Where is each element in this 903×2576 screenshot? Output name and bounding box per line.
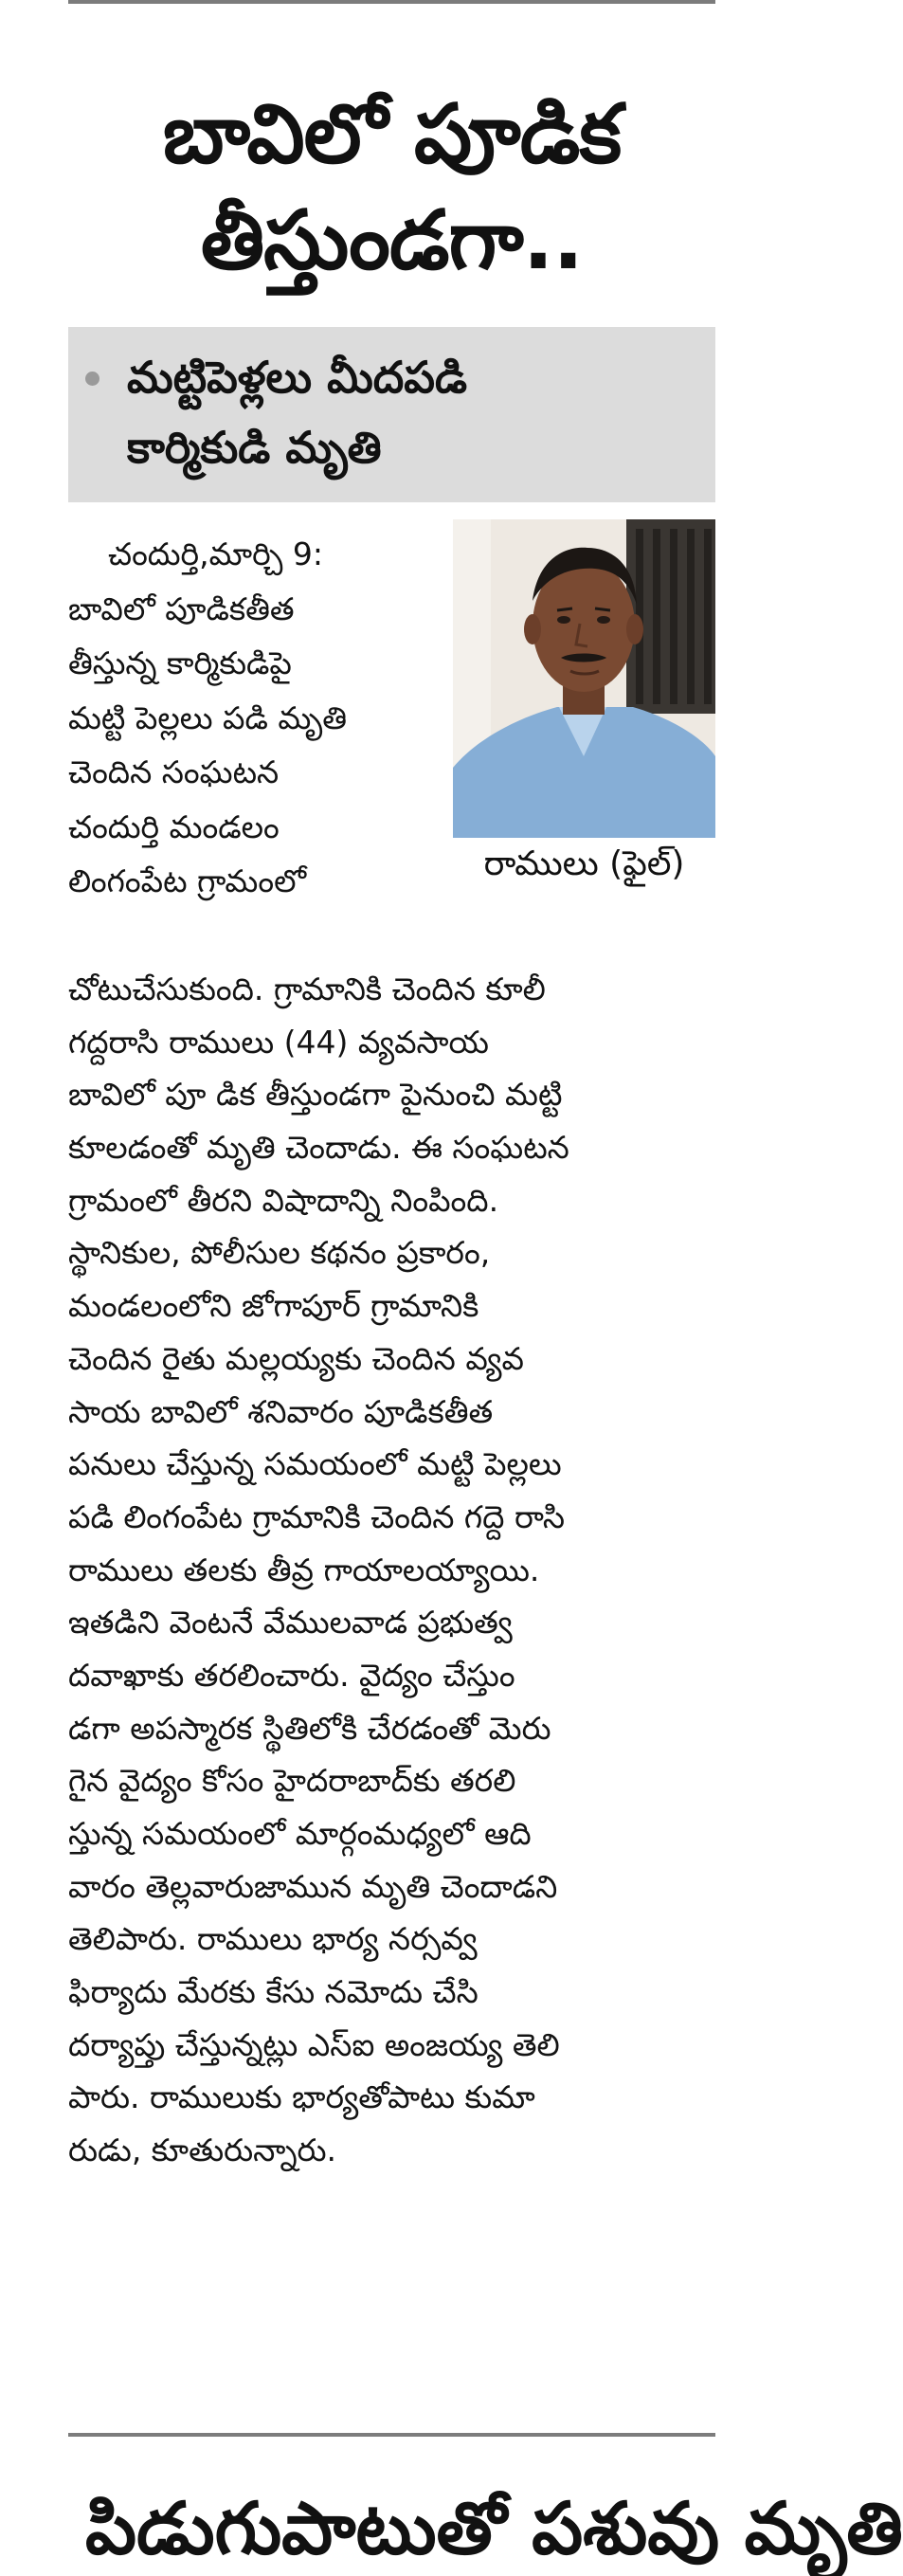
article-headline [68,82,715,294]
person-photo [453,519,715,838]
article-line: రాములు తలకు తీవ్ర గాయాలయ్యాయి. [68,1551,540,1588]
top-divider [68,0,715,4]
dateline: చందుర్తి,మార్చి 9: [108,535,324,572]
article-line: గైన వైద్యం కోసం హైదరాబాద్‌కు తరలి [68,1762,516,1800]
subheadline [127,342,467,482]
subheadline-line-1: మట్టిపెళ్లలు మీదపడి [127,352,467,403]
article-body-narrow-column [68,527,443,909]
article-line: రుడు, కూతురున్నారు. [68,2132,336,2169]
article-line: కూలడంతో మృతి చెందాడు. ఈ సంఘటన [68,1129,569,1167]
article-line: బావిలో పూ డిక తీస్తుండగా పైనుంచి మట్టి [68,1076,563,1114]
article-line: దవాఖాకు తరలించారు. వైద్యం చేస్తుం [68,1656,515,1694]
subheadline-box [68,327,715,502]
headline-line-2: తీస్తుండగా.. [200,193,584,288]
article-line: తీస్తున్న కార్మికుడిపై [68,644,292,681]
article-line: చెందిన రైతు మల్లయ్యకు చెందిన వ్యవ [68,1339,524,1377]
article-line: వారం తెల్లవారుజామున మృతి చెందాడని [68,1867,558,1905]
article-line: పనులు చేస్తున్న సమయంలో మట్టి పెల్లలు [68,1445,562,1483]
article-line: లింగంపేట గ్రామంలో [68,862,307,899]
article-line: పడి లింగంపేట గ్రామానికి చెందిన గద్దె రాసి [68,1497,566,1535]
article-body-full-column [68,963,715,2177]
portrait-image [453,519,715,838]
article-line: పారు. రాములుకు భార్యతోపాటు కుమా [68,2078,535,2116]
photo-caption: రాములు (ఫైల్) [483,844,685,883]
article-line: ఫిర్యాదు మేరకు కేసు నమోదు చేసి [68,1973,479,2011]
article-line: స్థానికుల, పోలీసుల కథనం ప్రకారం, [68,1234,491,1272]
article-line: స్తున్న సమయంలో మార్గంమధ్యలో ఆది [68,1815,532,1852]
article-line: మండలంలోని జోగాపూర్ గ్రామానికి [68,1287,479,1325]
article-line: తెలిపారు. రాములు భార్య నర్సవ్వ [68,1920,478,1958]
headline-line-1: బావిలో పూడిక [162,87,622,182]
article-line: చందుర్తి మండలం [68,807,280,845]
article-line: సాయ బావిలో శనివారం పూడికతీత [68,1392,494,1430]
article-line: డగా అపస్మారక స్థితిలోకి చేరడంతో మెరు [68,1709,551,1747]
article-line: బావిలో పూడికతీత [68,590,295,627]
bullet-icon [85,372,99,386]
article-line: మట్టి పెల్లలు పడి మృతి [68,698,348,736]
article-line: గ్రామంలో తీరని విషాదాన్ని నింపింది. [68,1181,499,1219]
article-line: గద్దరాసి రాములు (44) వ్యవసాయ [68,1023,489,1061]
article-line: ఇతడిని వెంటనే వేములవాడ ప్రభుత్వ [68,1604,513,1642]
article-line: చోటుచేసుకుంది. గ్రామానికి చెందిన కూలీ [68,971,546,1007]
subheadline-line-2: కార్మికుడి మృతి [127,422,382,473]
next-article-headline: పిడుగుపాటుతో పశువు మృతి [85,2486,903,2570]
bottom-divider [68,2433,715,2437]
article-line: దర్యాప్తు చేస్తున్నట్లు ఎస్ఐ అంజయ్య తెలి [68,2025,560,2063]
article-line: చెందిన సంఘటన [68,753,280,790]
